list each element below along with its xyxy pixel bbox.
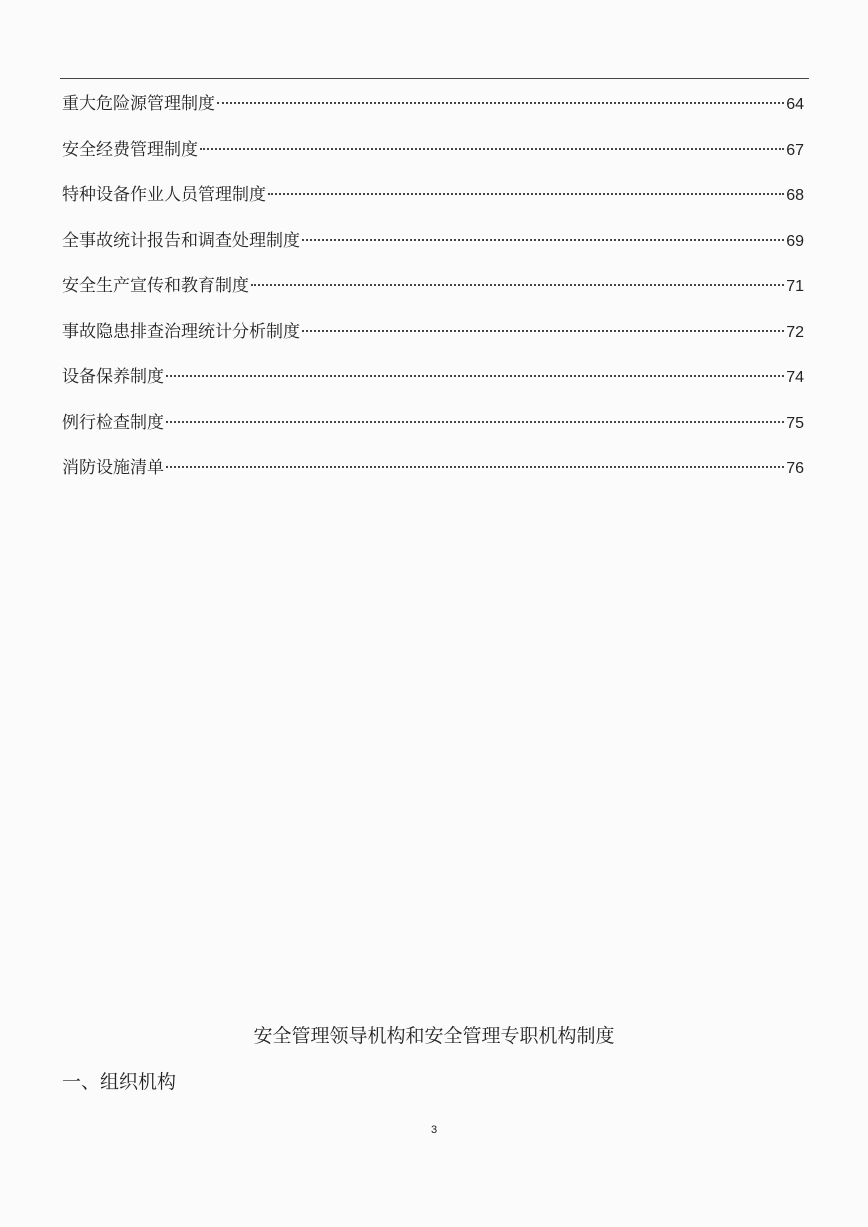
toc-dot-leader (302, 239, 784, 241)
toc-entry-page: 75 (786, 414, 804, 432)
toc-dot-leader (166, 466, 784, 468)
toc-dot-leader (302, 330, 784, 332)
toc-dot-leader (166, 375, 784, 377)
toc-entry-title: 设备保养制度 (62, 367, 164, 387)
table-of-contents (62, 90, 804, 500)
toc-entry[interactable] (62, 181, 804, 227)
header-rule (60, 78, 809, 79)
toc-dot-leader (166, 421, 784, 423)
toc-entry-title: 例行检查制度 (62, 412, 164, 433)
page-number: 3 (430, 1124, 438, 1136)
toc-dot-leader (217, 102, 784, 104)
toc-entry-title: 安全生产宣传和教育制度 (62, 276, 249, 296)
toc-entry-title: 消防设施清单 (62, 458, 164, 478)
toc-entry[interactable] (62, 136, 804, 182)
toc-entry-title: 安全经费管理制度 (62, 139, 198, 160)
toc-entry[interactable] (62, 454, 804, 500)
subsection-title: 一、组织机构 (62, 1071, 177, 1093)
section-title: 安全管理领导机构和安全管理专职机构制度 (253, 1025, 615, 1047)
toc-entry-page: 67 (786, 141, 804, 159)
toc-entry[interactable] (62, 90, 804, 136)
toc-entry-title: 重大危险源管理制度 (62, 94, 215, 114)
toc-entry-page: 76 (786, 460, 804, 477)
toc-dot-leader (268, 193, 784, 195)
toc-entry-page: 74 (786, 369, 804, 386)
toc-entry[interactable] (62, 318, 804, 364)
toc-dot-leader (251, 284, 784, 286)
toc-entry-page: 72 (786, 323, 804, 341)
toc-dot-leader (200, 148, 784, 150)
toc-entry-page: 69 (786, 232, 804, 250)
toc-entry[interactable] (62, 409, 804, 455)
toc-entry-page: 68 (786, 187, 804, 204)
toc-entry-title: 事故隐患排查治理统计分析制度 (62, 321, 300, 342)
toc-entry-page: 71 (786, 278, 804, 295)
toc-entry-title: 全事故统计报告和调查处理制度 (62, 230, 300, 251)
toc-entry-page: 64 (786, 96, 804, 113)
toc-entry[interactable] (62, 227, 804, 273)
toc-entry[interactable] (62, 272, 804, 318)
toc-entry-title: 特种设备作业人员管理制度 (62, 185, 266, 205)
toc-entry[interactable] (62, 363, 804, 409)
